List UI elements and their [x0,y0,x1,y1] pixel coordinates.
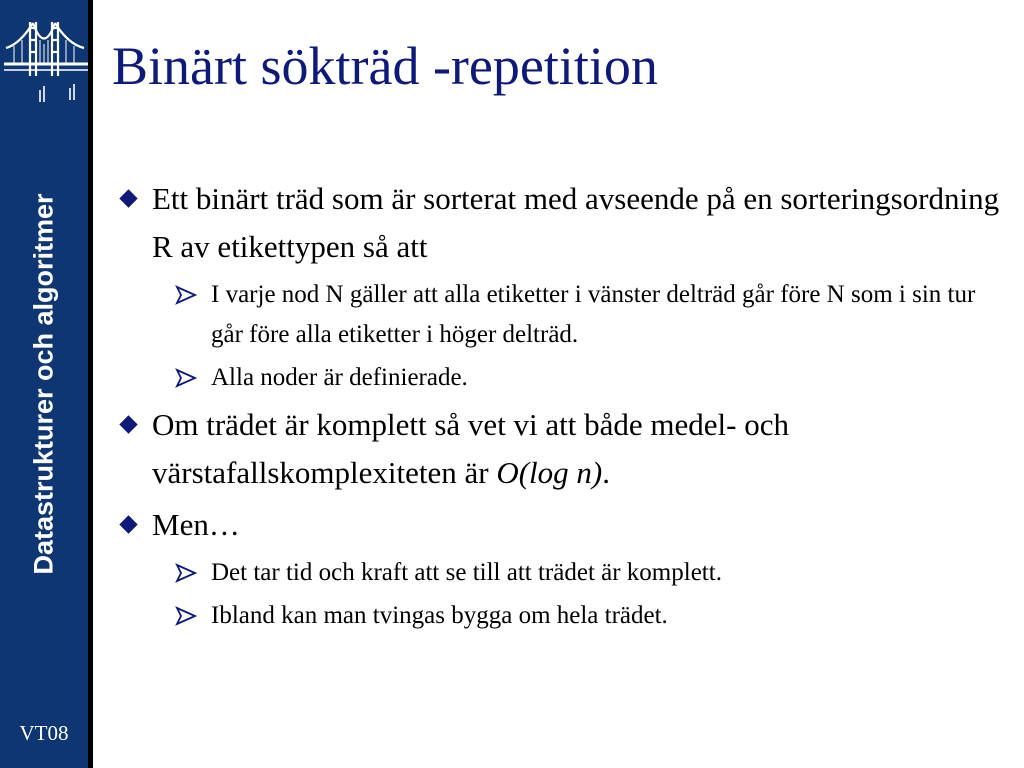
course-title: Datastrukturer och algoritmer [28,193,59,575]
bridge-logo-icon [4,14,88,106]
arrow-bullet-icon [175,368,197,388]
bullet-text: Om trädet är komplett så vet vi att både medel- och värstafallskomplexiteten är [152,407,789,490]
term-label: VT08 [19,721,69,745]
arrow-bullet-icon [175,563,197,583]
bullet-text-end: . [602,455,610,490]
arrow-bullet-icon [175,606,197,626]
bullet-text: Ett binärt träd som är sorterat med avseende på en sorteringsordning R av etikettypen så att [152,181,1000,264]
arrow-bullet-icon [175,285,197,305]
diamond-bullet-icon [119,415,137,433]
sub-bullet-text: Ibland kan man tvingas bygga om hela trädet. [211,602,668,629]
bullet-list [112,175,1007,639]
bullet-item [112,401,1007,497]
bullet-item [112,501,1007,549]
sidebar-divider [88,0,93,768]
sub-bullet-text: Alla noder är definierade. [211,364,468,391]
sub-bullet-item [112,596,1007,636]
diamond-bullet-icon [119,189,137,207]
sub-bullet-text: I varje nod N gäller att alla etiketter i vänster delträd går före N som i sin tur går före alla etiketter i höger delträd. [211,281,976,348]
sub-bullet-item [112,275,1007,355]
page-title: Binärt sökträd -repetition [112,36,658,96]
diamond-bullet-icon [119,515,137,533]
complexity-formula: O(log n) [496,455,603,490]
sidebar [0,0,88,768]
bullet-text: Men… [152,507,240,542]
sub-bullet-item [112,358,1007,398]
sub-bullet-item [112,553,1007,593]
sub-bullet-text: Det tar tid och kraft att se till att trädet är komplett. [211,559,722,586]
bullet-item [112,175,1007,271]
